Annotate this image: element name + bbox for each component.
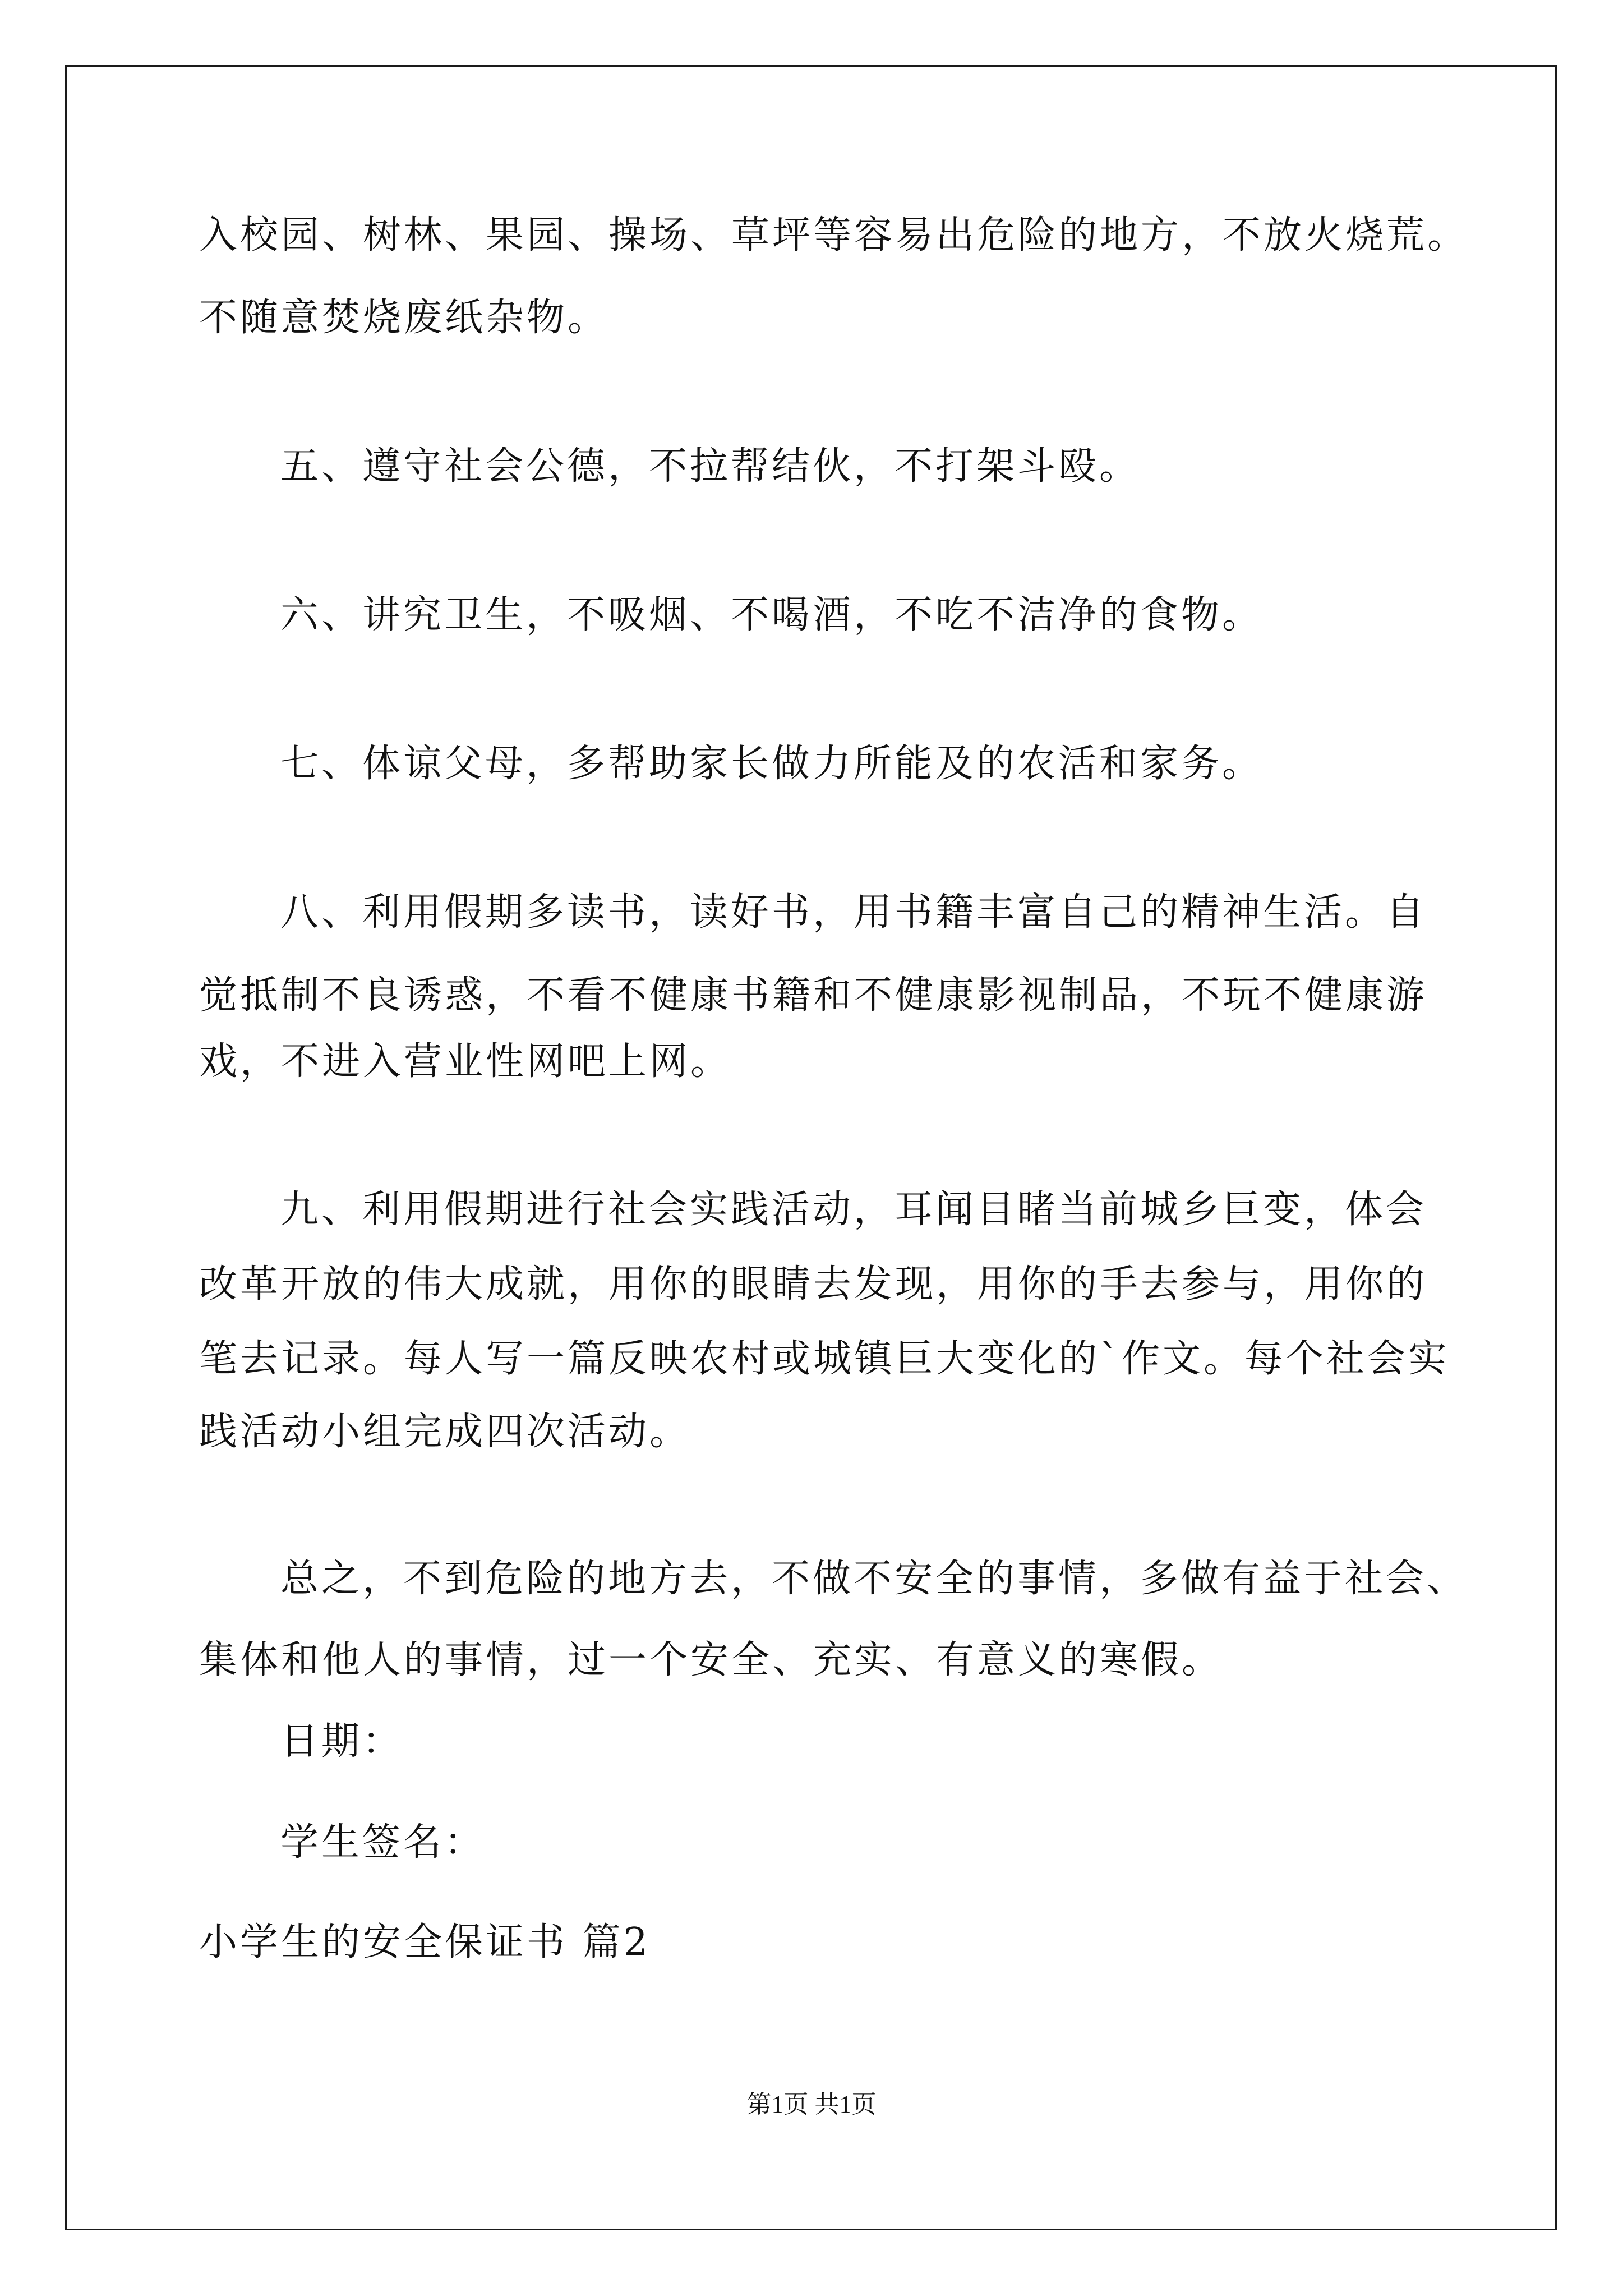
body-line: 践活动小组完成四次活动。 [199, 1410, 691, 1454]
summary: 总之，不到危险的地方去，不做不安全的事情，多做有益于社会、 [280, 1557, 1468, 1601]
body-line: 集体和他人的事情，过一个安全、充实、有意义的寒假。 [199, 1638, 1223, 1682]
body-line: 觉抵制不良诱惑，不看不健康书籍和不健康影视制品，不玩不健康游 [199, 973, 1428, 1018]
rule-6: 六、讲究卫生，不吸烟、不喝酒，不吃不洁净的食物。 [280, 593, 1264, 637]
rule-5: 五、遵守社会公德，不拉帮结伙，不打架斗殴。 [280, 444, 1141, 489]
body-line: 改革开放的伟大成就，用你的眼睛去发现，用你的手去参与，用你的 [199, 1262, 1428, 1306]
rule-8: 八、利用假期多读书，读好书，用书籍丰富自己的精神生活。自 [280, 890, 1427, 935]
date-label: 日期： [280, 1719, 404, 1764]
body-line: 笔去记录。每人写一篇反映农村或城镇巨大变化的`作文。每个社会实 [199, 1337, 1450, 1381]
body-line: 戏，不进入营业性网吧上网。 [199, 1039, 732, 1084]
rule-7: 七、体谅父母，多帮助家长做力所能及的农活和家务。 [280, 742, 1264, 786]
rule-9: 九、利用假期进行社会实践活动，耳闻目睹当前城乡巨变，体会 [280, 1188, 1427, 1232]
section-heading: 小学生的安全保证书 篇2 [199, 1920, 651, 1964]
body-line: 入校园、树林、果园、操场、草坪等容易出危险的地方，不放火烧荒。 [199, 213, 1469, 257]
student-signature-label: 学生签名： [280, 1820, 486, 1865]
body-line: 不随意焚烧废纸杂物。 [199, 296, 609, 340]
page-frame [65, 65, 1557, 2230]
page-footer: 第1页 共1页 [746, 2091, 877, 2118]
